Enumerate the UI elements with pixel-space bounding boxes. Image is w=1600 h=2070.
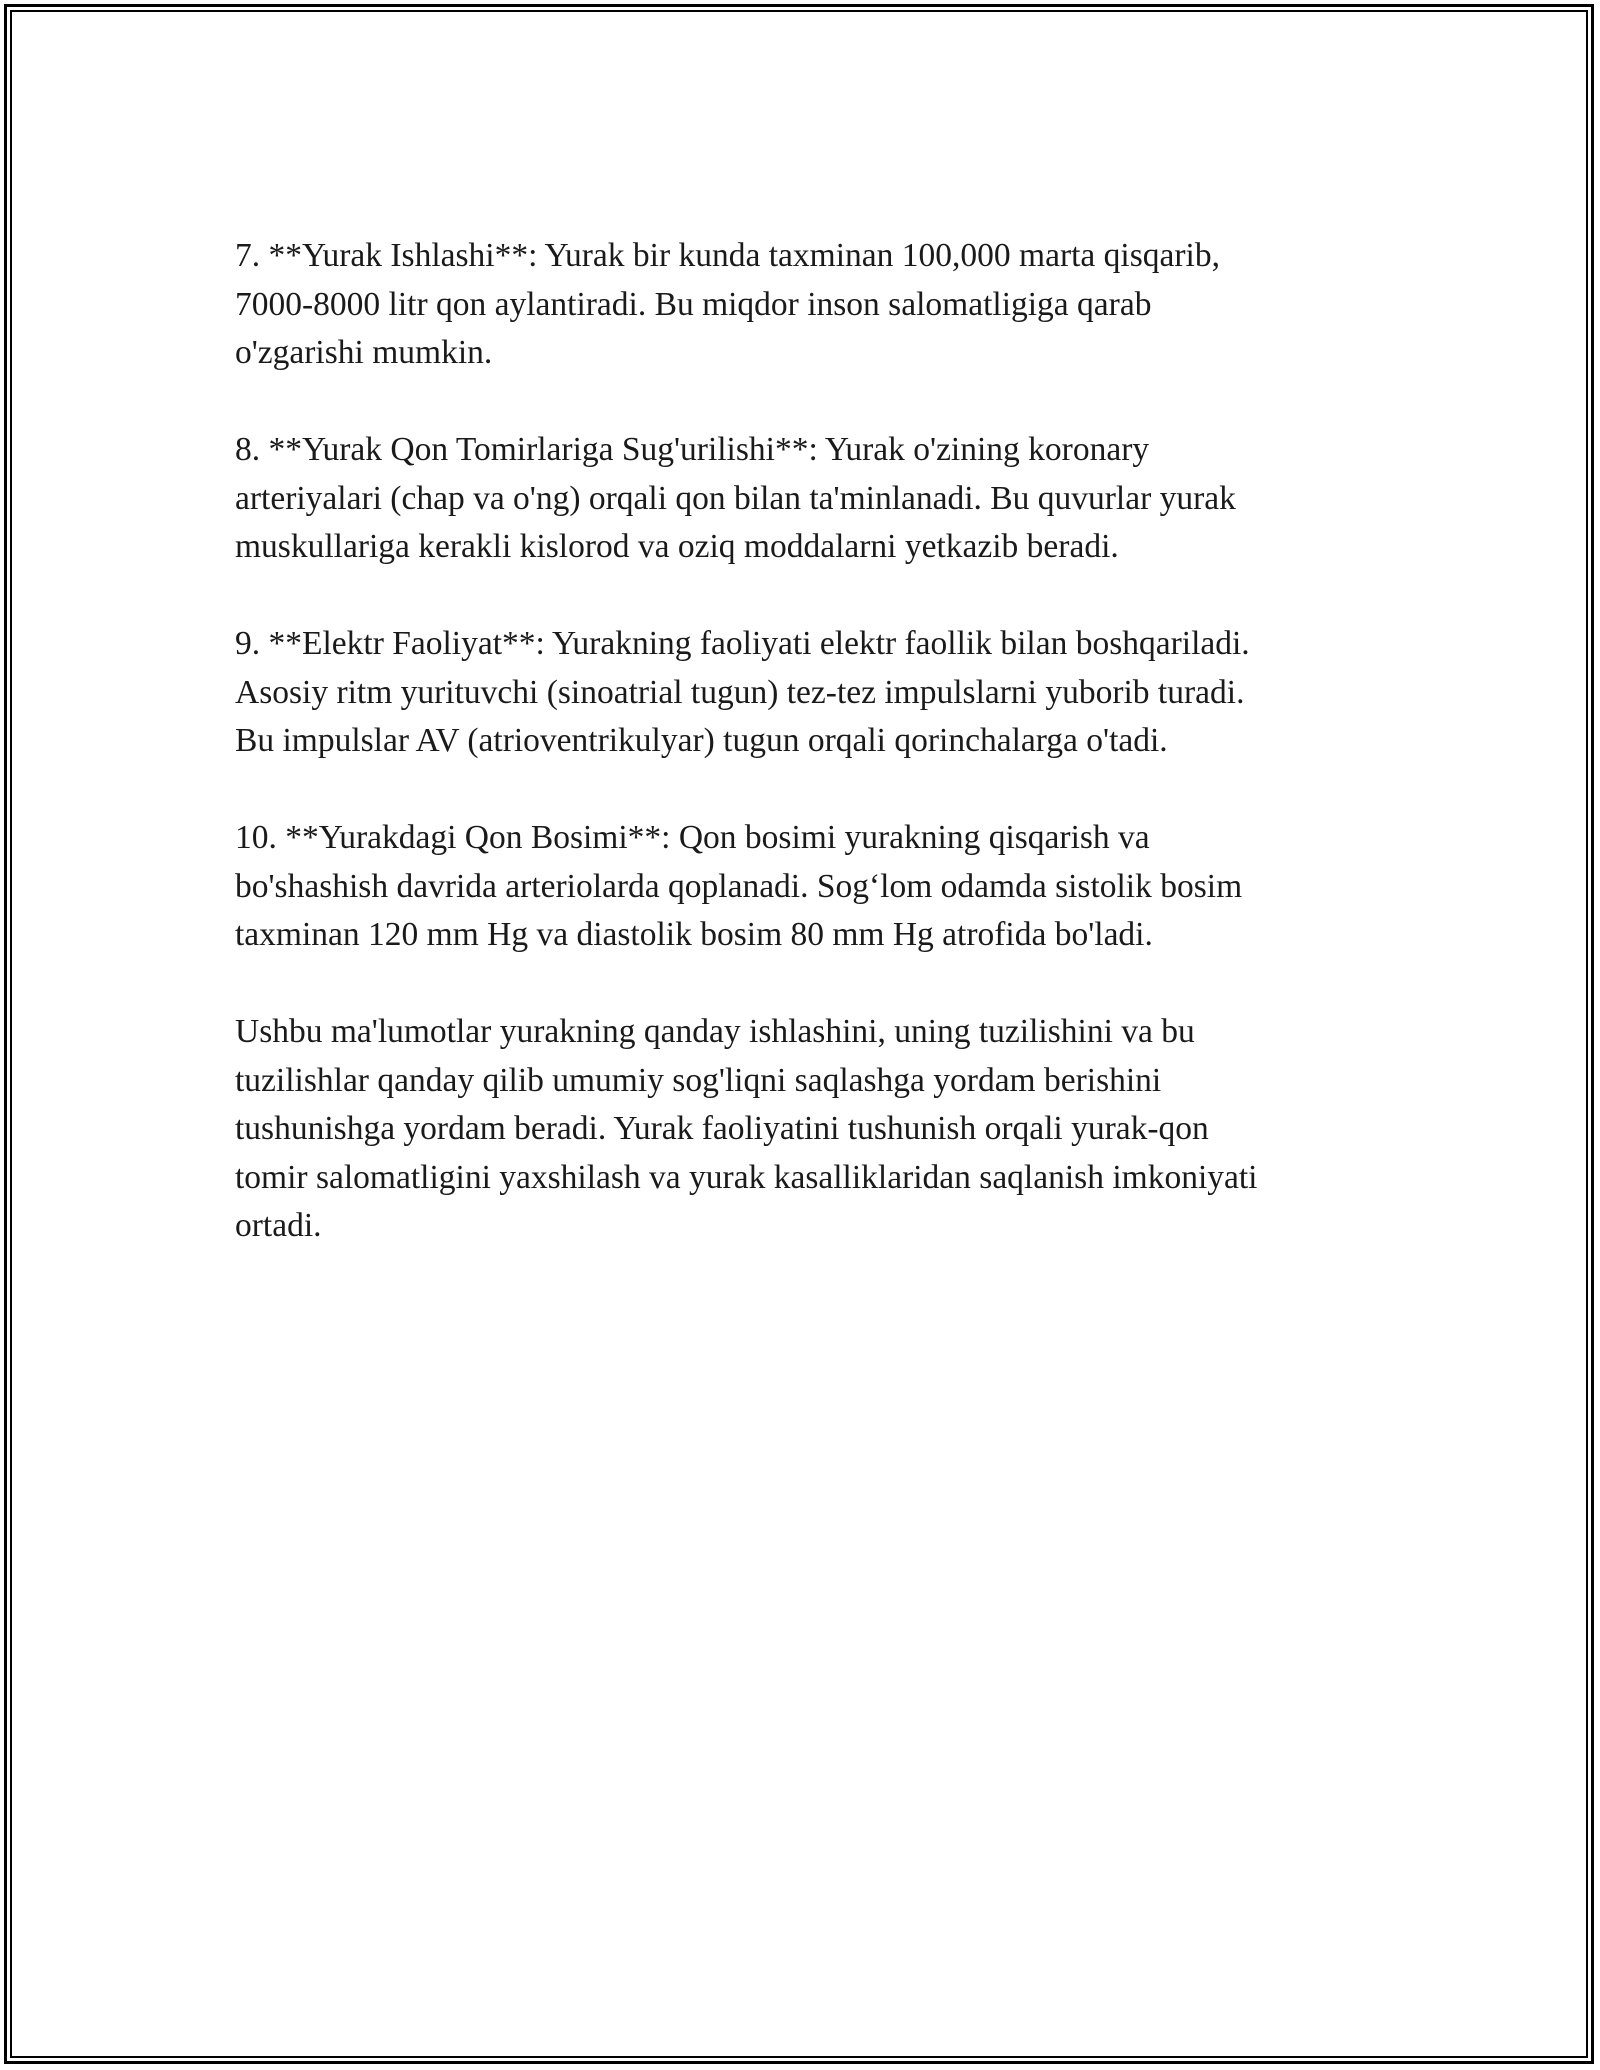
paragraph-elektr-faoliyat: 9. **Elektr Faoliyat**: Yurakning faoliyati elektr faollik bilan boshqariladi. Asosiy ritm yurituvchi (sinoatrial tugun) tez-tez impulslarni yuborib turadi. Bu impulslar AV (atrioventrikulyar) tugun orqali qorinchalarga o'tadi.: [235, 625, 1250, 759]
paragraph-qon-bosimi: 10. **Yurakdagi Qon Bosimi**: Qon bosimi yurakning qisqarish va bo'shashish davrida arteriolarda qoplanadi. Sog‘lom odamda sistolik bosim taxminan 120 mm Hg va diastolik bosim 80 mm Hg atrofida bo'ladi.: [235, 819, 1243, 953]
paragraph-conclusion: Ushbu ma'lumotlar yurakning qanday ishlashini, uning tuzilishini va bu tuzilishlar qanday qilib umumiy sog'liqni saqlashga yordam berishini tushunishga yordam beradi. Yurak faoliyatini tushunish orqali yurak-qon tomir salomatligini yaxshilash va yurak kasalliklaridan saqlanish imkoniyati ortadi.: [235, 1013, 1258, 1244]
paragraph-qon-tomirlari: 8. **Yurak Qon Tomirlariga Sug'urilishi**: Yurak o'zining koronary arteriyalari (chap va o'ng) orqali qon bilan ta'minlanadi. Bu quvurlar yurak muskullariga kerakli kislorod va oziq moddalarni yetkazib beradi.: [235, 431, 1236, 565]
document-body: [235, 232, 1385, 1299]
paragraph-yurak-ishlashi: 7. **Yurak Ishlashi**: Yurak bir kunda taxminan 100,000 marta qisqarib, 7000-8000 litr qon aylantiradi. Bu miqdor inson salomatligiga qarab o'zgarishi mumkin.: [235, 237, 1220, 371]
